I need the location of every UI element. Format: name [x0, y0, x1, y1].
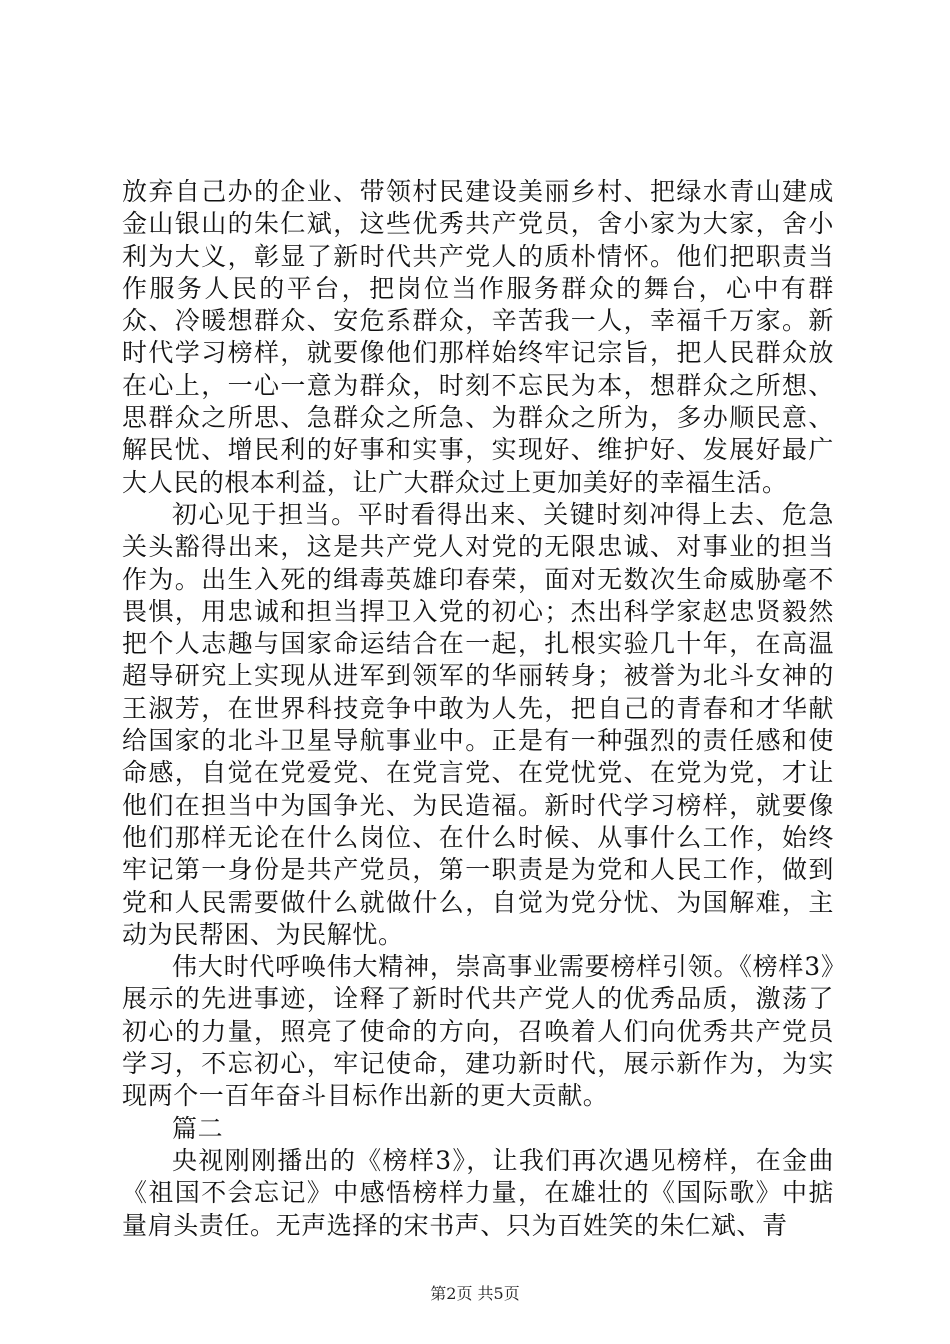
paragraph-commitment: 初心见于担当。平时看得出来、关键时刻冲得上去、危急关头豁得出来，这是共产党人对党的无限忠诚、对事业的担当作为。出生入死的缉毒英雄印春荣，面对无数次生命威胁毫不畏惧，用忠诚和担当捍卫入党的初心；杰出科学家赵忠贤毅然把个人志趣与国家命运结合在一起，扎根实验几十年，在高温超导研究上实现从进军到领军的华丽转身；被誉为北斗女神的王淑芳，在世界科技竞争中敢为人先，把自己的青春和才华献给国家的北斗卫星导航事业中。正是有一种强烈的责任感和使命感，自觉在党爱党、在党言党、在党忧党、在党为党，才让他们在担当中为国争光、为民造福。新时代学习榜样，就要像他们那样无论在什么岗位、在什么时候、从事什么工作，始终牢记第一身份是共产党员，第一职责是为党和人民工作，做到党和人民需要做什么就做什么，自觉为党分忧、为国解难，主动为民帮困、为民解忧。 [122, 499, 834, 949]
page-number-label: 第2页 共5页 [430, 1284, 520, 1303]
paragraph-conclusion: 伟大时代呼唤伟大精神，崇高事业需要榜样引领。《榜样3》展示的先进事迹，诠释了新时代共产党人的优秀品质，激荡了初心的力量，照亮了使命的方向，召唤着人们向优秀共产党员学习，不忘初心，牢记使命，建功新时代，展示新作为，为实现两个一百年奋斗目标作出新的更大贡献。 [122, 952, 834, 1111]
paragraph-section-two-intro: 央视刚刚播出的《榜样3》，让我们再次遇见榜样，在金曲《祖国不会忘记》中感悟榜样力量，在雄壮的《国际歌》中掂量肩头责任。无声选择的宋书声、只为百姓笑的朱仁斌、青 [122, 1145, 834, 1240]
section-heading: 篇二 [172, 1113, 224, 1143]
page-footer [0, 1281, 950, 1304]
document-body [122, 176, 834, 1242]
paragraph-continuation: 放弃自己办的企业、带领村民建设美丽乡村、把绿水青山建成金山银山的朱仁斌，这些优秀共产党员，舍小家为大家，舍小利为大义，彰显了新时代共产党人的质朴情怀。他们把职责当作服务人民的平台，把岗位当作服务群众的舞台，心中有群众、冷暖想群众、安危系群众，辛苦我一人，幸福千万家。新时代学习榜样，就要像他们那样始终牢记宗旨，把人民群众放在心上，一心一意为群众，时刻不忘民为本，想群众之所想、思群众之所思、急群众之所急、为群众之所为，多办顺民意、解民忧、增民利的好事和实事，实现好、维护好、发展好最广大人民的根本利益，让广大群众过上更加美好的幸福生活。 [122, 177, 834, 497]
